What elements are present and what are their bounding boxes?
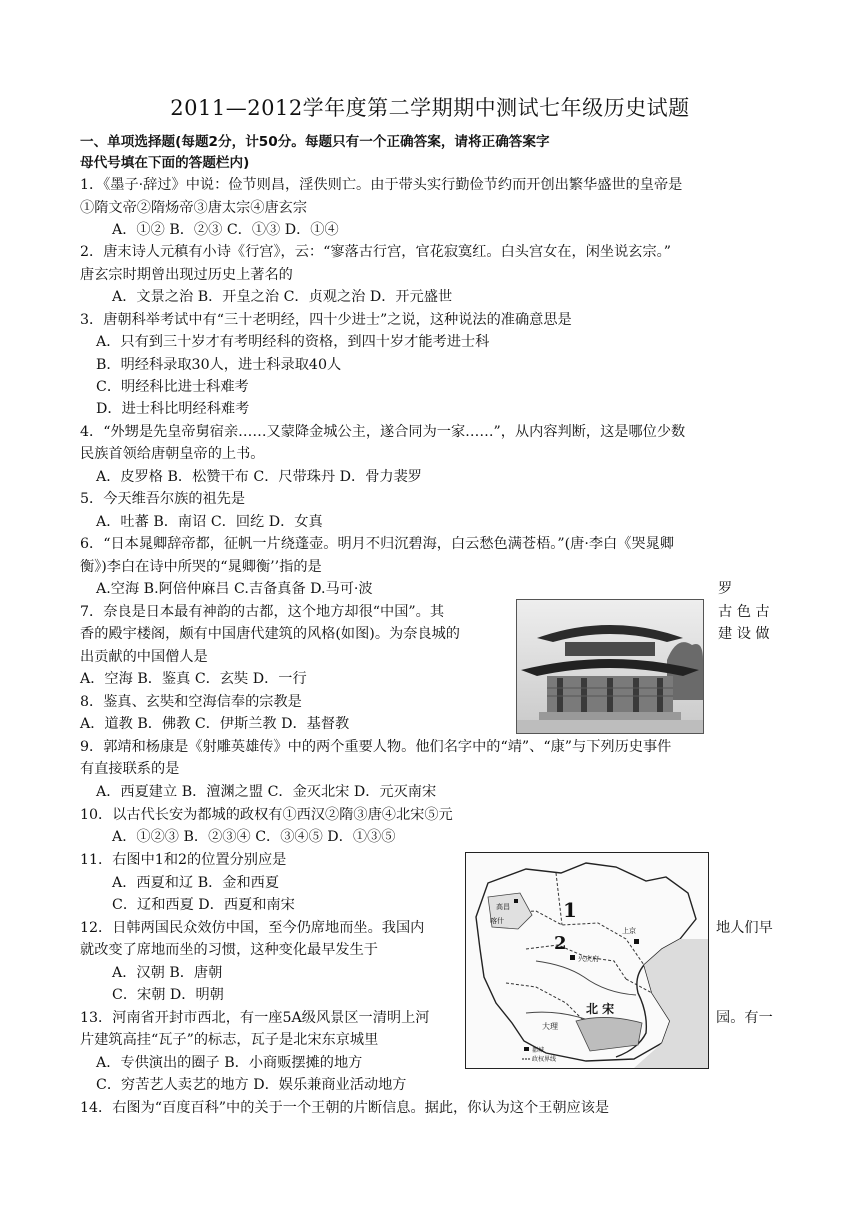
nara-temple-photo <box>516 599 704 734</box>
q7-stem-line2: 香的殿宇楼阁，颇有中国唐代建筑的风格(如图)。为奈良城的 <box>80 626 460 642</box>
q2-options: A．文景之治 B．开皇之治 C．贞观之治 D．开元盛世 <box>112 289 453 305</box>
song-dynasty-map <box>465 852 709 1069</box>
q2-stem-line1: 2．唐末诗人元稹有小诗《行宫》，云：“寥落古行宫，官花寂寞红。白头宫女在，闲坐说玄宗。” <box>80 244 672 260</box>
map-label-1: 1 <box>563 898 577 922</box>
q3-option-d: D．进士科比明经科难考 <box>96 401 250 417</box>
q6-options: A.空海 B.阿倍仲麻吕 C.吉备真备 D.马可·波 <box>96 581 373 597</box>
section-heading-line1: 一、单项选择题(每题2分，计50分。每题只有一个正确答案，请将正确答案字 <box>80 134 550 150</box>
map-illustration <box>466 853 708 1068</box>
q12-stem-line1: 12．日韩两国民众效仿中国，至今仍席地而坐。我国内 <box>80 920 425 936</box>
q7-stem-line1-right: 古 色 古 <box>718 604 770 620</box>
map-song-label: 北 宋 <box>586 1002 615 1016</box>
q6-options-tail: 罗 <box>718 581 733 597</box>
q13-stem-line1-right: 园。有一 <box>716 1010 773 1026</box>
q11-options-row1: A．西夏和辽 B．金和西夏 <box>112 875 280 891</box>
q7-stem-line2-right: 建 设 做 <box>718 626 770 642</box>
map-gaochang-label: 高昌 <box>496 903 510 911</box>
q11-stem: 11．右图中1和2的位置分别应是 <box>80 852 287 868</box>
q4-stem-line1: 4．“外甥是先皇帝舅宿亲……又蒙降金城公主，遂合同为一家……”，从内容判断，这是哪位少数 <box>80 424 686 440</box>
q5-options: A．吐蕃 B．南诏 C．回纥 D．女真 <box>96 514 323 530</box>
q7-options: A．空海 B．鉴真 C．玄奘 D．一行 <box>80 671 307 687</box>
q13-options-row2: C．穷苦艺人卖艺的地方 D．娱乐兼商业活动地方 <box>96 1077 407 1093</box>
map-dali-label: 大理 <box>542 1022 558 1031</box>
map-legend-capital: 都城 <box>532 1047 545 1054</box>
q5-stem: 5．今天维吾尔族的祖先是 <box>80 491 246 507</box>
q12-stem-line1-right: 地人们早 <box>716 920 773 936</box>
q9-stem-line1: 9．郭靖和杨康是《射雕英雄传》中的两个重要人物。他们名字中的“靖”、“康”与下列历史事件 <box>80 739 672 755</box>
section-heading-line2: 母代号填在下面的答题栏内) <box>80 155 250 171</box>
q13-options-row1: A．专供演出的圈子 B．小商贩摆摊的地方 <box>96 1055 363 1071</box>
map-xia-label: 兴庆府 <box>578 955 599 963</box>
q3-option-b: B．明经科录取30人，进士科录取40人 <box>96 357 342 373</box>
q11-options-row2: C．辽和西夏 D．西夏和南宋 <box>112 897 295 913</box>
q9-stem-line2: 有直接联系的是 <box>80 761 180 777</box>
map-legend-border: 政权界线 <box>532 1056 557 1063</box>
q12-options-row2: C．宋朝 D．明朝 <box>112 987 224 1003</box>
q1-options: A．①② B．②③ C．①③ D．①④ <box>112 222 339 238</box>
map-label-2: 2 <box>554 933 567 954</box>
q14-stem: 14．右图为“百度百科”中的关于一个王朝的片断信息。据此，你认为这个王朝应该是 <box>80 1100 610 1116</box>
q7-stem-line1: 7．奈良是日本最有神韵的古都，这个地方却很“中国”。其 <box>80 604 445 620</box>
q3-option-a: A．只有到三十岁才有考明经科的资格，到四十岁才能考进士科 <box>96 334 490 350</box>
q12-stem-line2: 就改变了席地而坐的习惯，这种变化最早发生于 <box>80 942 378 958</box>
q4-options: A．皮罗格 B．松赞干布 C．尺带珠丹 D．骨力裴罗 <box>96 469 422 485</box>
q10-options: A．①②③ B．②③④ C．③④⑤ D．①③⑤ <box>112 829 396 845</box>
q9-options: A．西夏建立 B．澶渊之盟 C．金灭北宋 D．元灭南宋 <box>96 784 437 800</box>
map-city-label: 上京 <box>622 927 636 935</box>
map-kashgar-label: 喀什 <box>490 917 504 925</box>
exam-title: 2011—2012学年度第二学期期中测试七年级历史试题 <box>170 96 690 120</box>
q10-stem: 10．以古代长安为都城的政权有①西汉②隋③唐④北宋⑤元 <box>80 807 453 823</box>
q1-stem-line2: ①隋文帝②隋炀帝③唐太宗④唐玄宗 <box>80 200 308 216</box>
q2-stem-line2: 唐玄宗时期曾出现过历史上著名的 <box>80 267 293 283</box>
temple-illustration <box>517 600 703 733</box>
q12-options-row1: A．汉朝 B．唐朝 <box>112 965 223 981</box>
q13-stem-line2: 片建筑高挂“瓦子”的标志，瓦子是北宋东京城里 <box>80 1032 379 1048</box>
q4-stem-line2: 民族首领给唐朝皇帝的上书。 <box>80 446 265 462</box>
q1-stem-line1: 1．《墨子·辞过》中说：俭节则昌，淫佚则亡。由于带头实行勤俭节约而开创出繁华盛世的皇帝是 <box>80 177 683 193</box>
q7-stem-line3: 出贡献的中国僧人是 <box>80 649 208 665</box>
q6-stem-line2: 衡》)李白在诗中所哭的“晁卿衡’’指的是 <box>80 559 322 575</box>
q8-options: A．道教 B．佛教 C．伊斯兰教 D．基督教 <box>80 716 350 732</box>
q3-option-c: C．明经科比进士科难考 <box>96 379 249 395</box>
q3-stem: 3．唐朝科举考试中有“三十老明经，四十少进士”之说，这种说法的准确意思是 <box>80 312 572 328</box>
q6-stem-line1: 6．“日本晁卿辞帝都，征帆一片绕蓬壶。明月不归沉碧海，白云愁色满苍梧。”(唐·李白《哭晁卿 <box>80 536 674 552</box>
q13-stem-line1: 13．河南省开封市西北，有一座5A级风景区一清明上河 <box>80 1010 430 1026</box>
q8-stem: 8．鉴真、玄奘和空海信奉的宗教是 <box>80 694 302 710</box>
